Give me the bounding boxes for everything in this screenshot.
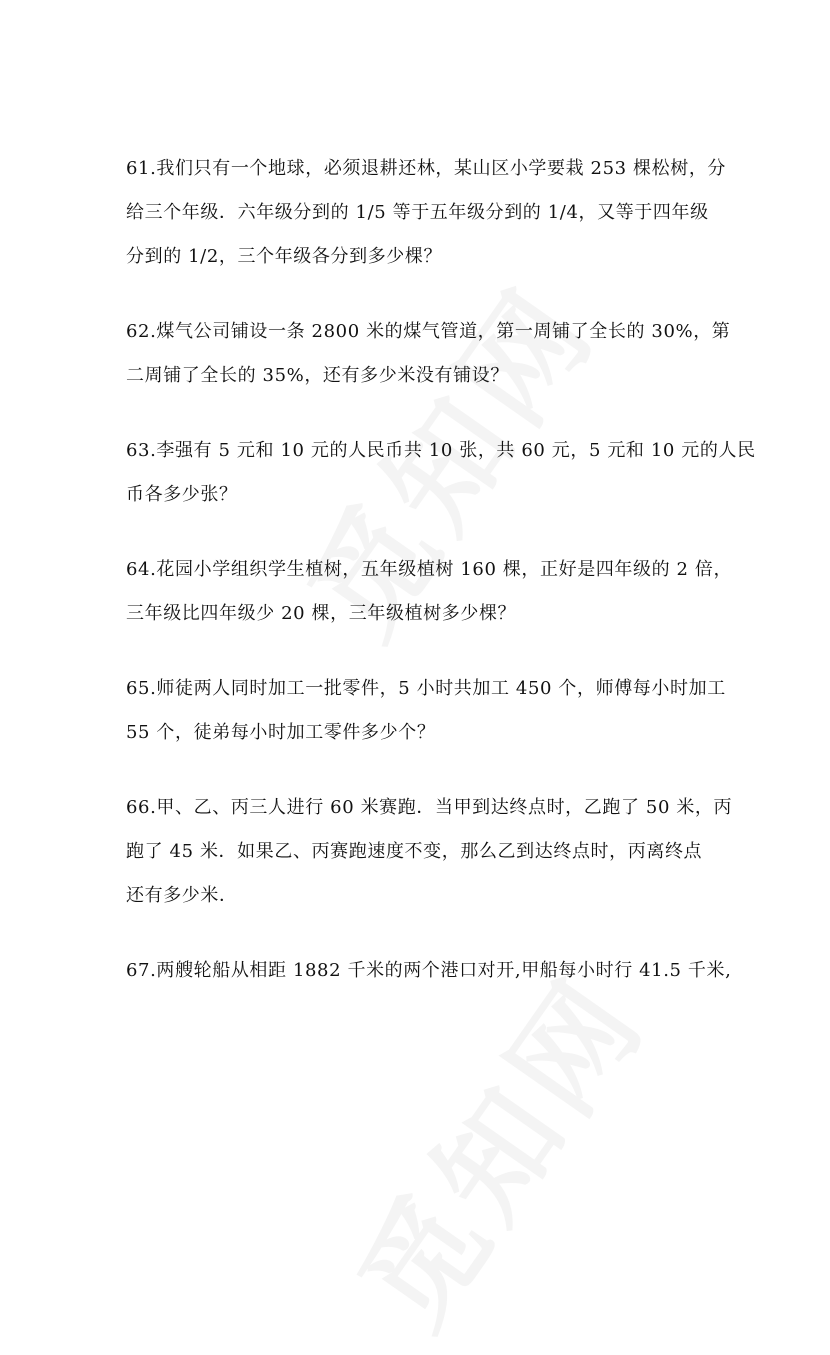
problem-67 [126,949,732,993]
problem-line: 65.师徒两人同时加工一批零件，5 小时共加工 450 个，师傅每小时加工 [126,678,726,699]
problem-line: 给三个年级．六年级分到的 1/5 等于五年级分到的 1/4，又等于四年级 [126,202,709,223]
problem-line: 55 个，徒弟每小时加工零件多少个？ [126,722,436,743]
problem-line: 跑了 45 米．如果乙、丙赛跑速度不变，那么乙到达终点时，丙离终点 [126,841,703,862]
problem-line: 61.我们只有一个地球，必须退耕还林，某山区小学要栽 253 棵松树，分 [126,158,727,179]
problem-62 [126,310,731,398]
problem-line: 66.甲、乙、丙三人进行 60 米赛跑．当甲到达终点时，乙跑了 50 米，丙 [126,797,733,818]
problem-line: 62.煤气公司铺设一条 2800 米的煤气管道，第一周铺了全长的 30%，第 [126,321,731,342]
problem-line: 67.两艘轮船从相距 1882 千米的两个港口对开,甲船每小时行 41.5 千米, [126,960,732,981]
problem-65 [126,667,726,755]
problem-line: 二周铺了全长的 35%，还有多少米没有铺设？ [126,365,509,386]
problem-line: 还有多少米． [126,885,238,906]
problem-line: 三年级比四年级少 20 棵，三年级植树多少棵？ [126,603,517,624]
problem-list [126,147,756,1024]
problem-line: 64.花园小学组织学生植树，五年级植树 160 棵，正好是四年级的 2 倍， [126,559,733,580]
problem-66 [126,786,733,918]
problem-63 [126,429,756,517]
problem-61 [126,147,727,279]
problem-line: 63.李强有 5 元和 10 元的人民币共 10 张，共 60 元，5 元和 10 元的人民 [126,440,756,461]
problem-line: 分到的 1/2，三个年级各分到多少棵？ [126,246,443,267]
problem-64 [126,548,733,636]
problem-line: 币各多少张？ [126,484,238,505]
